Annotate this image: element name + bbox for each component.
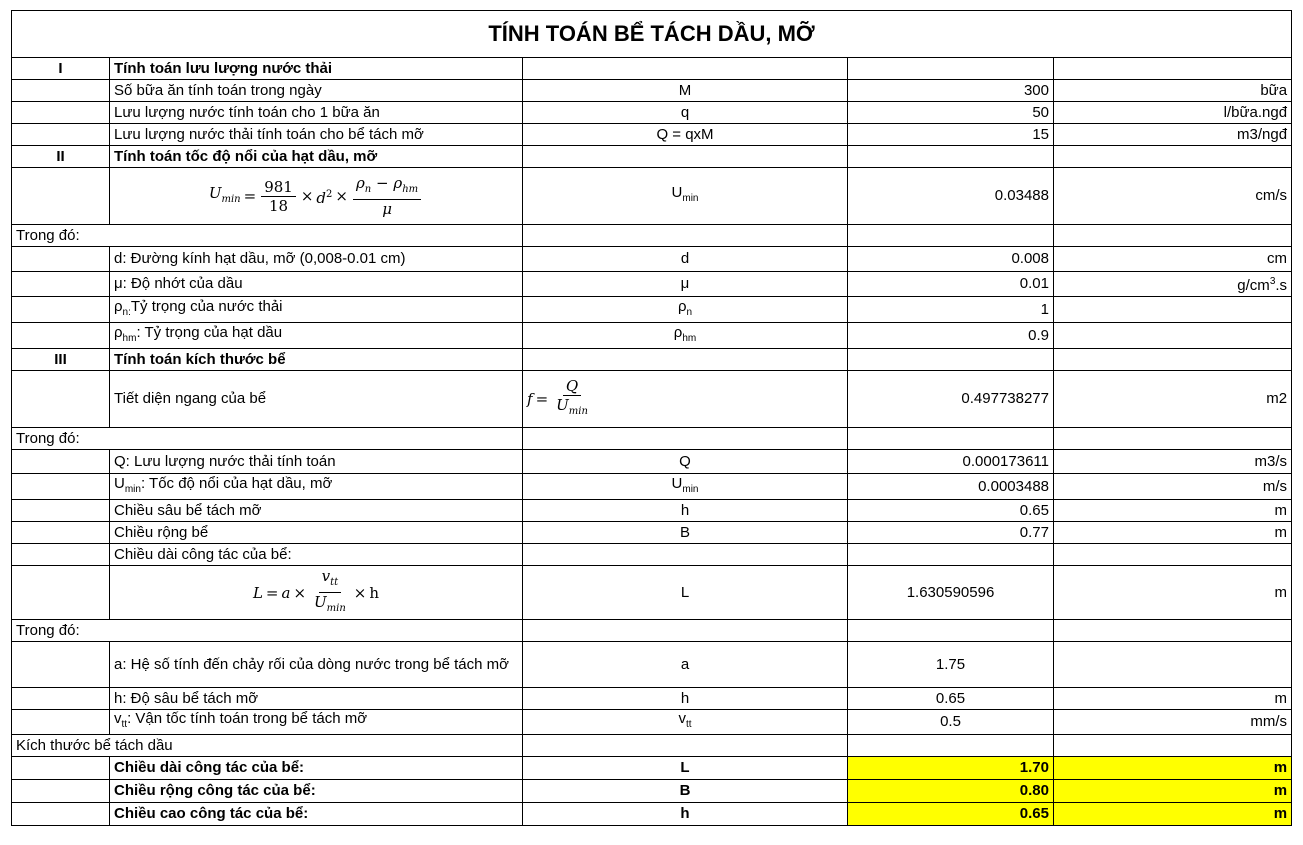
table-row (12, 474, 1292, 500)
row-symbol: $U_{min}$ (523, 168, 848, 225)
row-symbol: M (523, 80, 848, 102)
row-value: 1 (848, 297, 1054, 323)
table-row (12, 522, 1292, 544)
row-unit: m (1054, 688, 1292, 710)
row-description: $\rho_{hm}$: Tỷ trọng của hạt dầu (110, 323, 523, 349)
row-description: Chiều dài công tác của bể: (110, 544, 523, 566)
trong-do-label: Trong đó: (12, 620, 523, 642)
note-row (12, 620, 1292, 642)
row-unit: m3/s (1054, 450, 1292, 474)
formula-umin: $U_{min}$ = $\frac{981}{18}$ × $d^2$ × $\frac{\rho_n - \rho_{hm}}{\mu}$ (110, 168, 523, 225)
section-label: Tính toán tốc độ nổi của hạt dầu, mỡ (110, 146, 523, 168)
row-value: 1.630590596 (848, 566, 1054, 620)
table-row (12, 247, 1292, 272)
table-row (12, 124, 1292, 146)
result-unit: m (1054, 803, 1292, 826)
calculation-sheet (11, 10, 1292, 826)
section-row (12, 146, 1292, 168)
result-unit: m (1054, 780, 1292, 803)
result-unit: m (1054, 757, 1292, 780)
row-value: 0.000173611 (848, 450, 1054, 474)
formula-f: f = $\frac{Q}{U_{min}}$ (523, 371, 848, 428)
row-value: 0.01 (848, 272, 1054, 297)
section-number: III (12, 349, 110, 371)
row-unit: l/bữa.ngđ (1054, 102, 1292, 124)
result-value: 0.80 (848, 780, 1054, 803)
result-description: Chiều cao công tác của bể: (110, 803, 523, 826)
row-description: Chiều sâu bể tách mỡ (110, 500, 523, 522)
row-value: 50 (848, 102, 1054, 124)
row-value: 1.75 (848, 642, 1054, 688)
row-unit: mm/s (1054, 710, 1292, 735)
result-symbol: h (523, 803, 848, 826)
note-row (12, 735, 1292, 757)
row-unit: m3/ngđ (1054, 124, 1292, 146)
row-unit: m2 (1054, 371, 1292, 428)
result-value: 0.65 (848, 803, 1054, 826)
table-row (12, 688, 1292, 710)
row-value: 300 (848, 80, 1054, 102)
row-value: 0.9 (848, 323, 1054, 349)
formula-l: L = a × $\frac{v_{tt}}{U_{min}}$ × h (110, 566, 523, 620)
table-row (12, 642, 1292, 688)
row-unit: $g/cm^3.s$ (1054, 272, 1292, 297)
section-row (12, 349, 1292, 371)
trong-do-label: Trong đó: (12, 428, 523, 450)
row-unit: m (1054, 566, 1292, 620)
row-symbol: q (523, 102, 848, 124)
table-row (12, 450, 1292, 474)
table-row (12, 500, 1292, 522)
row-symbol: Q = qxM (523, 124, 848, 146)
result-symbol: L (523, 757, 848, 780)
row-description: h: Độ sâu bể tách mỡ (110, 688, 523, 710)
row-symbol: $\rho_n$ (523, 297, 848, 323)
row-unit: m (1054, 522, 1292, 544)
note-row (12, 225, 1292, 247)
table-row (12, 297, 1292, 323)
row-description: Q: Lưu lượng nước thải tính toán (110, 450, 523, 474)
row-description: Lưu lượng nước thải tính toán cho bể tách mỡ (110, 124, 523, 146)
row-unit: bữa (1054, 80, 1292, 102)
row-symbol: μ (523, 272, 848, 297)
section-number: I (12, 58, 110, 80)
result-value: 1.70 (848, 757, 1054, 780)
table-row (12, 80, 1292, 102)
formula-row (12, 371, 1292, 428)
row-description: Số bữa ăn tính toán trong ngày (110, 80, 523, 102)
row-description: μ: Độ nhớt của dầu (110, 272, 523, 297)
section-label: Tính toán lưu lượng nước thải (110, 58, 523, 80)
section-number: II (12, 146, 110, 168)
row-description: Tiết diện ngang của bể (110, 371, 523, 428)
section-row (12, 58, 1292, 80)
row-symbol: $v_{tt}$ (523, 710, 848, 735)
row-symbol: h (523, 688, 848, 710)
row-description: $\rho_{n:}Tỷ$ trọng của nước thải (110, 297, 523, 323)
row-description: Chiều rộng bể (110, 522, 523, 544)
table-row (12, 544, 1292, 566)
row-description: Lưu lượng nước tính toán cho 1 bữa ăn (110, 102, 523, 124)
row-description: $v_{tt}$: Vận tốc tính toán trong bể tách mỡ (110, 710, 523, 735)
table-row (12, 323, 1292, 349)
row-symbol: $\rho_{hm}$ (523, 323, 848, 349)
row-value: 0.5 (848, 710, 1054, 735)
row-unit: cm (1054, 247, 1292, 272)
result-description: Chiều rộng công tác của bể: (110, 780, 523, 803)
table-row (12, 102, 1292, 124)
formula-row (12, 566, 1292, 620)
row-symbol: d (523, 247, 848, 272)
formula-row (12, 168, 1292, 225)
table-row (12, 710, 1292, 735)
result-row (12, 757, 1292, 780)
result-description: Chiều dài công tác của bể: (110, 757, 523, 780)
result-row (12, 780, 1292, 803)
row-value: 0.77 (848, 522, 1054, 544)
kich-thuoc-label: Kích thước bể tách dầu (12, 735, 523, 757)
title-row (12, 11, 1292, 58)
row-unit: cm/s (1054, 168, 1292, 225)
row-value: 0.03488 (848, 168, 1054, 225)
row-value: 0.0003488 (848, 474, 1054, 500)
row-value: 0.497738277 (848, 371, 1054, 428)
note-row (12, 428, 1292, 450)
row-symbol: a (523, 642, 848, 688)
row-value: 15 (848, 124, 1054, 146)
result-row (12, 803, 1292, 826)
row-description: $U_{min}$: Tốc độ nổi của hạt dầu, mỡ (110, 474, 523, 500)
row-unit: m (1054, 500, 1292, 522)
row-description: a: Hệ số tính đến chảy rối của dòng nước trong bể tách mỡ (110, 642, 523, 688)
section-label: Tính toán kích thước bể (110, 349, 523, 371)
trong-do-label: Trong đó: (12, 225, 523, 247)
row-symbol: L (523, 566, 848, 620)
row-description: d: Đường kính hạt dầu, mỡ (0,008-0.01 cm) (110, 247, 523, 272)
result-symbol: B (523, 780, 848, 803)
row-value: 0.65 (848, 500, 1054, 522)
table-row (12, 272, 1292, 297)
row-unit: m/s (1054, 474, 1292, 500)
row-symbol: Q (523, 450, 848, 474)
row-symbol: h (523, 500, 848, 522)
row-value: 0.008 (848, 247, 1054, 272)
row-symbol: B (523, 522, 848, 544)
sheet-title: TÍNH TOÁN BỂ TÁCH DẦU, MỠ (12, 11, 1292, 58)
row-value: 0.65 (848, 688, 1054, 710)
row-symbol: $U_{min}$ (523, 474, 848, 500)
